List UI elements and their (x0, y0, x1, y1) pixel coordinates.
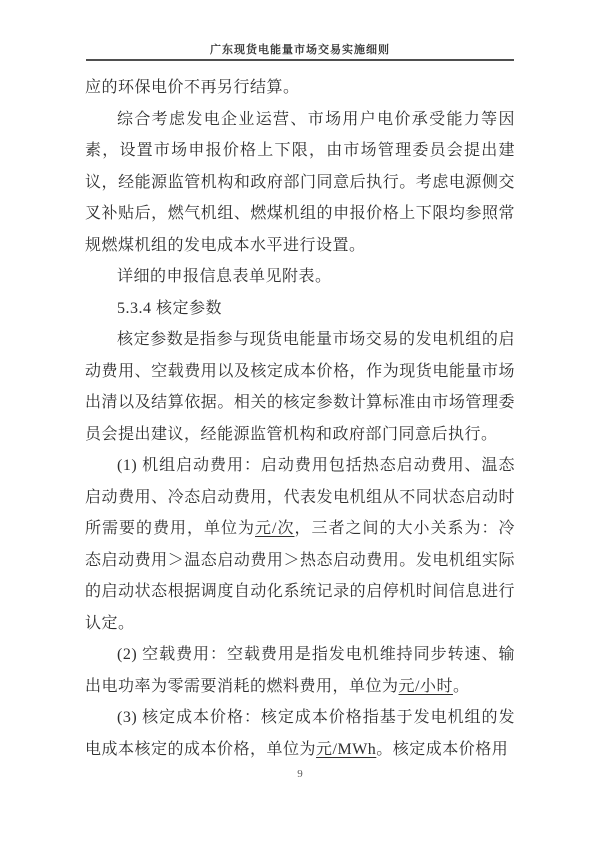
header-rule (86, 59, 514, 61)
paragraph-verified-parameters: 核定参数是指参与现货电能量市场交易的发电机组的启动费用、空载费用以及核定成本价格，作为现货电能量市场出清以及结算依据。相关的核定参数计算标准由市场管理委员会提出建议，经能源监管机构和政府部门同意后执行。 (85, 331, 515, 443)
text-run: ，三者之间的大小关系为：冷态启动费用＞温态启动费用＞热态启动费用。发电机组实际的启动状态根据调度自动化系统记录的启停机时间信息进行认定。 (85, 520, 515, 632)
text-run: (3) 核定成本价格：核定成本价格指基于发电机组的发电成本核定的成本价格，单位为 (85, 709, 515, 758)
page-header-title: 广东现货电能量市场交易实施细则 (210, 44, 390, 56)
paragraph-noload-cost (85, 639, 515, 702)
text-run: 。 (452, 677, 470, 695)
text-run: (2) 空载费用：空载费用是指发电机维持同步转速、输出电功率为零需要消耗的燃料费用，单位为 (85, 646, 515, 695)
page-number: 9 (297, 768, 303, 780)
paragraph-appendix-note: 详细的申报信息表单见附表。 (117, 268, 332, 285)
paragraph-verified-cost-price (85, 702, 515, 765)
text-run: 。核定成本价格用 (376, 740, 509, 758)
paragraph-price-limits: 综合考虑发电企业运营、市场用户电价承受能力等因素，设置市场申报价格上下限，由市场管理委员会提出建议，经能源监管机构和政府部门同意后执行。考虑电源侧交叉补贴后，燃气机组、燃煤机组的申报价格上下限均参照常规燃煤机组的发电成本水平进行设置。 (85, 110, 515, 254)
paragraph-startup-cost (85, 450, 515, 639)
page-footer (0, 768, 600, 780)
document-body (85, 72, 515, 765)
paragraph-continuation: 应的环保电价不再另行结算。 (85, 79, 300, 96)
unit-yuan-per-hour: 元/小时 (398, 677, 453, 695)
unit-yuan-per-start: 元/次 (255, 520, 295, 537)
section-heading-5-3-4: 5.3.4 核定参数 (117, 299, 223, 317)
unit-yuan-per-mwh: 元/MWh (316, 740, 377, 758)
text-run: (1) 机组启动费用：启动费用包括热态启动费用、温态启动费用、冷态启动费用，代表发电机组从不同状态启动时所需要的费用，单位为 (85, 457, 515, 537)
